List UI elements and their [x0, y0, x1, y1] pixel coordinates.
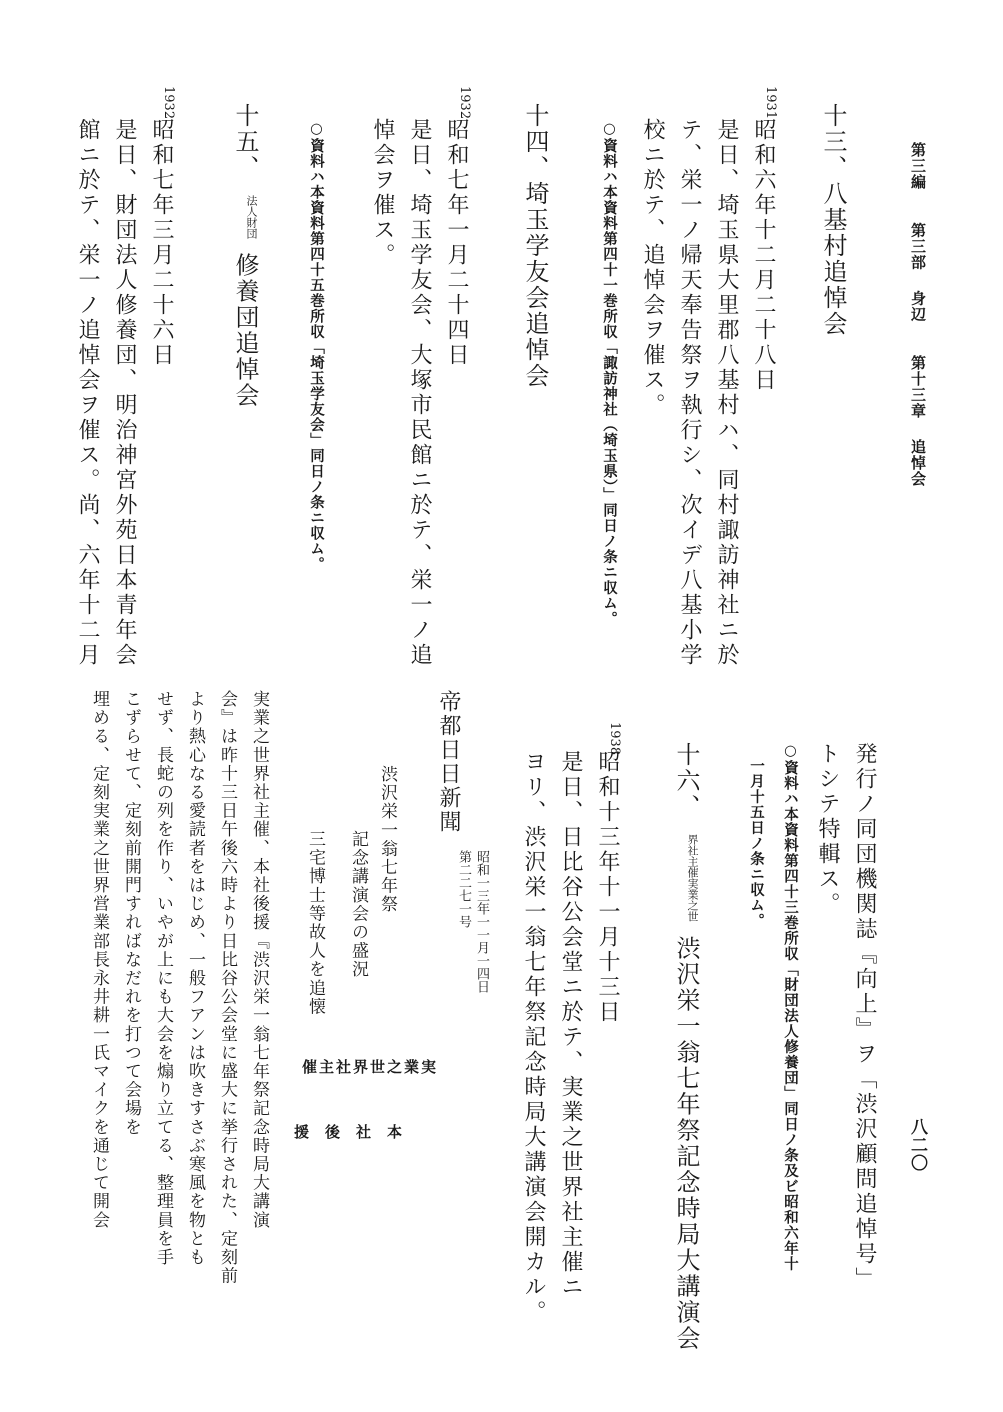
- news-headline-1: 渋沢栄一翁七年祭: [377, 765, 397, 914]
- running-header: [910, 142, 925, 487]
- section-15-heading-prefix-bottom: 法人: [245, 194, 258, 217]
- section-16-heading-prefix-top: 実業之世: [686, 877, 699, 922]
- section-15-line-1: 昭和七年三月二十六日: [149, 118, 174, 368]
- section-14-year: 1932: [457, 86, 472, 120]
- news-body-line-6: 埋める、定刻実業之世界営業部長永井耕一氏マイクを通じて開会: [89, 690, 109, 1230]
- section-15-heading: [233, 103, 257, 408]
- news-headline-3: 三宅博士等故人を追懐: [305, 830, 325, 1016]
- section-13-note: ○資料ハ本資料第四十一巻所収「諏訪神社（埼玉県）」同日ノ条ニ収ム。: [601, 120, 618, 627]
- section-15-cont-line-2: トシテ特輯ス。: [815, 742, 840, 917]
- section-15-cont-note-1: ○資料ハ本資料第四十三巻所収「財団法人修養団」同日ノ条及ビ昭和六年十: [782, 742, 799, 1272]
- newspaper-issue: 第二二七一号: [456, 850, 471, 928]
- newspaper-date: 昭和一三年一一月一四日: [474, 850, 489, 993]
- section-14-note: ○資料ハ本資料第四十五巻所収「埼玉学友会」同日ノ条ニ収ム。: [308, 120, 325, 572]
- section-13-line-1: 昭和六年十二月二十八日: [751, 118, 776, 393]
- section-15-year: 1932: [161, 86, 176, 120]
- sub-label: 第三部: [909, 222, 927, 271]
- chapter-title: 追悼会: [909, 438, 927, 487]
- page-number: 八二〇: [907, 1118, 927, 1172]
- section-13-line-2: 是日、埼玉県大里郡八基村ハ、同村諏訪神社ニ於: [714, 118, 739, 668]
- section-16-line-1: 昭和十三年十一月十三日: [595, 750, 620, 1025]
- sponsor-line-2: 本社後援: [293, 1123, 418, 1141]
- section-14-line-1: 昭和七年一月二十四日: [444, 118, 469, 368]
- part-label: 第三編: [909, 142, 927, 190]
- section-15-cont-note-2: 一月十五日ノ条ニ収ム。: [748, 758, 765, 929]
- section-13-year: 1931: [763, 86, 778, 120]
- section-14-heading: 十四、埼玉学友会追悼会: [521, 103, 549, 389]
- newspaper-name: 帝都日日新聞: [436, 690, 461, 834]
- section-16-year: 1938: [607, 722, 622, 756]
- section-13-heading: 十三、八基村追悼会: [819, 103, 847, 337]
- section-13-line-3: テ、栄一ノ帰天奉告祭ヲ執行シ、次イデ八基小学: [677, 118, 702, 668]
- section-16-line-2: 是日、日比谷公会堂ニ於テ、実業之世界社主催ニ: [558, 750, 583, 1300]
- news-body-line-3: より熱心なる愛読者をはじめ、一般フアンは吹きすさぶ寒風を物とも: [185, 690, 205, 1267]
- section-15-heading-prefix-top: 財団: [245, 216, 258, 239]
- chapter-label: 第十三章: [909, 354, 927, 419]
- section-13-line-4: 校ニ於テ、追悼会ヲ催ス。: [640, 118, 665, 418]
- section-16-heading-prefix-bottom: 界社主催: [686, 833, 699, 878]
- news-body-line-2: 会』は昨十三日午後六時より日比谷公会堂に盛大に挙行された、定刻前: [217, 690, 237, 1286]
- section-14-line-3: 悼会ヲ催ス。: [370, 118, 395, 268]
- section-16-line-3: ヨリ、渋沢栄一翁七年祭記念時局大講演会開カル。: [521, 750, 546, 1325]
- section-15-cont-line-1: 発行ノ同団機関誌『向上』ヲ「渋沢顧問追悼号」: [852, 742, 877, 1292]
- news-body-line-5: こずらせて、定刻前開門すればなだれを打つて会場を: [121, 690, 141, 1137]
- news-body-line-1: 実業之世界社主催、本社後援『渋沢栄一翁七年祭記念時局大講演: [249, 690, 269, 1230]
- section-15-line-3: 館ニ於テ、栄一ノ追悼会ヲ催ス。尚、六年十二月: [75, 118, 100, 668]
- news-body-line-4: せず、長蛇の列を作り、いやが上にも大会を煽り立てる、整理員を手: [153, 690, 173, 1267]
- section-15-heading-num: 十五、: [231, 103, 259, 181]
- section-16-heading-title: 渋沢栄一翁七年祭記念時局大講演会: [672, 935, 700, 1352]
- section-16-heading-prefix: [687, 834, 698, 922]
- section-15-heading-title: 修養団追悼会: [231, 252, 259, 409]
- section-15-heading-prefix: [246, 195, 257, 239]
- section-16-heading: [674, 742, 698, 1351]
- section-15-line-2: 是日、財団法人修養団、明治神宮外苑日本青年会: [112, 118, 137, 668]
- news-headline-2: 記念講演会の盛況: [348, 830, 368, 979]
- section-label: 身辺: [909, 290, 927, 323]
- sponsor-line-1: 実業之世界社主催: [301, 1058, 438, 1076]
- section-16-heading-num: 十六、: [672, 742, 700, 820]
- section-14-line-2: 是日、埼玉学友会、大塚市民館ニ於テ、栄一ノ追: [407, 118, 432, 668]
